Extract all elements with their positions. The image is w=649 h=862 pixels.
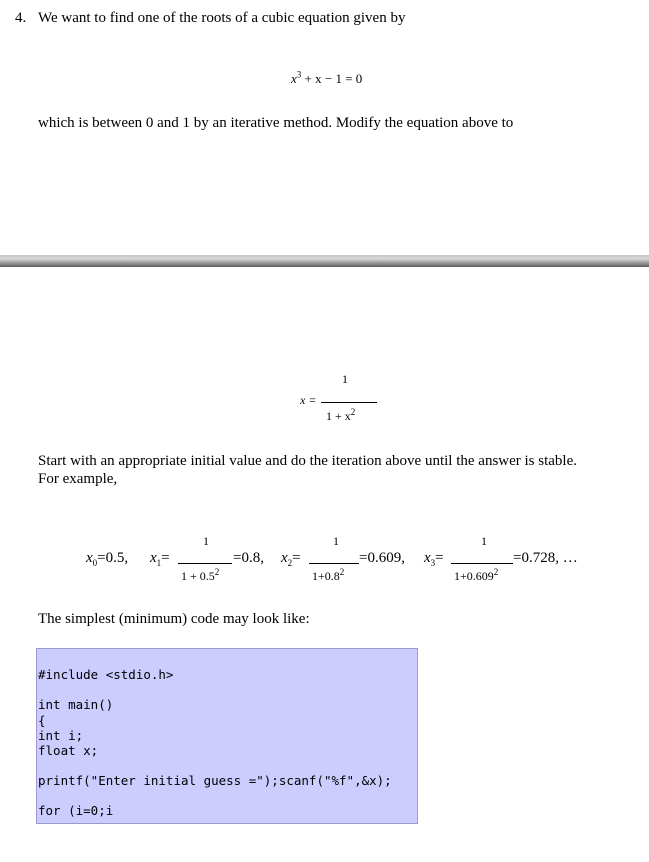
x2-fraction-line (309, 563, 359, 564)
x3-sub: 3 (430, 558, 436, 568)
cubic-x: x (291, 71, 297, 86)
x0-sub: 0 (92, 558, 98, 568)
x3-eq: = (435, 550, 444, 566)
code-line-float-x: float x; (38, 743, 99, 758)
cubic-equation (291, 71, 362, 87)
x3-var: x (424, 550, 431, 566)
x1-den-exp: 2 (214, 567, 220, 577)
problem-intro: We want to find one of the roots of a cubic equation given by (38, 10, 406, 26)
x1-fraction-line (178, 563, 232, 564)
x3-den-exp: 2 (493, 567, 499, 577)
iteration-denominator (326, 409, 355, 424)
instructions-line-1: Start with an appropriate initial value and do the iteration above until the answer is stable. (38, 453, 578, 469)
x2-den-exp: 2 (339, 567, 345, 577)
example-x2-label (281, 550, 301, 567)
code-line-main: int main() (38, 697, 114, 712)
problem-line-2: which is between 0 and 1 by an iterative method. Modify the equation above to (38, 115, 514, 131)
x1-denominator (181, 569, 219, 584)
x1-sub: 1 (156, 558, 162, 568)
x0-var: x (86, 550, 93, 566)
x1-eq: = (161, 550, 170, 566)
cubic-rest: + x − 1 = 0 (301, 71, 363, 86)
x3-den-base: 1+0.609 (454, 569, 494, 583)
x1-result: =0.8, (233, 550, 264, 566)
problem-number: 4. (15, 10, 27, 26)
x3-fraction-line (451, 563, 513, 564)
example-x3-label (424, 550, 444, 567)
x1-den-base: 1 + 0.5 (181, 569, 215, 583)
code-line-include: #include <stdio.h> (38, 667, 174, 682)
x3-result: =0.728, … (513, 550, 578, 566)
x1-numerator: 1 (203, 534, 209, 548)
iteration-den-base: 1 + x (326, 409, 351, 423)
code-line-for: for (i=0;i (38, 803, 114, 818)
iteration-fraction-line (321, 402, 377, 403)
iteration-lhs: x = (300, 393, 317, 407)
iteration-numerator: 1 (342, 372, 348, 386)
x0-value: =0.5, (97, 550, 129, 566)
code-line-int-i: int i; (38, 728, 84, 743)
x2-den-base: 1+0.8 (312, 569, 340, 583)
code-line-printf-scanf: printf("Enter initial guess =");scanf("%f",&x); (38, 773, 392, 788)
cubic-exponent: 3 (296, 69, 302, 80)
x2-result: =0.609, (359, 550, 405, 566)
page-divider (0, 255, 649, 267)
example-x1-label (150, 550, 170, 567)
iteration-den-exp: 2 (350, 407, 356, 417)
x2-numerator: 1 (333, 534, 339, 548)
code-line-open-brace: { (38, 713, 46, 728)
x2-var: x (281, 550, 288, 566)
code-intro: The simplest (minimum) code may look like: (38, 611, 310, 627)
x3-denominator (454, 569, 498, 584)
x1-var: x (150, 550, 157, 566)
x2-sub: 2 (287, 558, 293, 568)
example-x0 (86, 550, 128, 567)
instructions-line-2: For example, (38, 471, 118, 487)
x3-numerator: 1 (481, 534, 487, 548)
x2-denominator (312, 569, 344, 584)
x2-eq: = (292, 550, 301, 566)
